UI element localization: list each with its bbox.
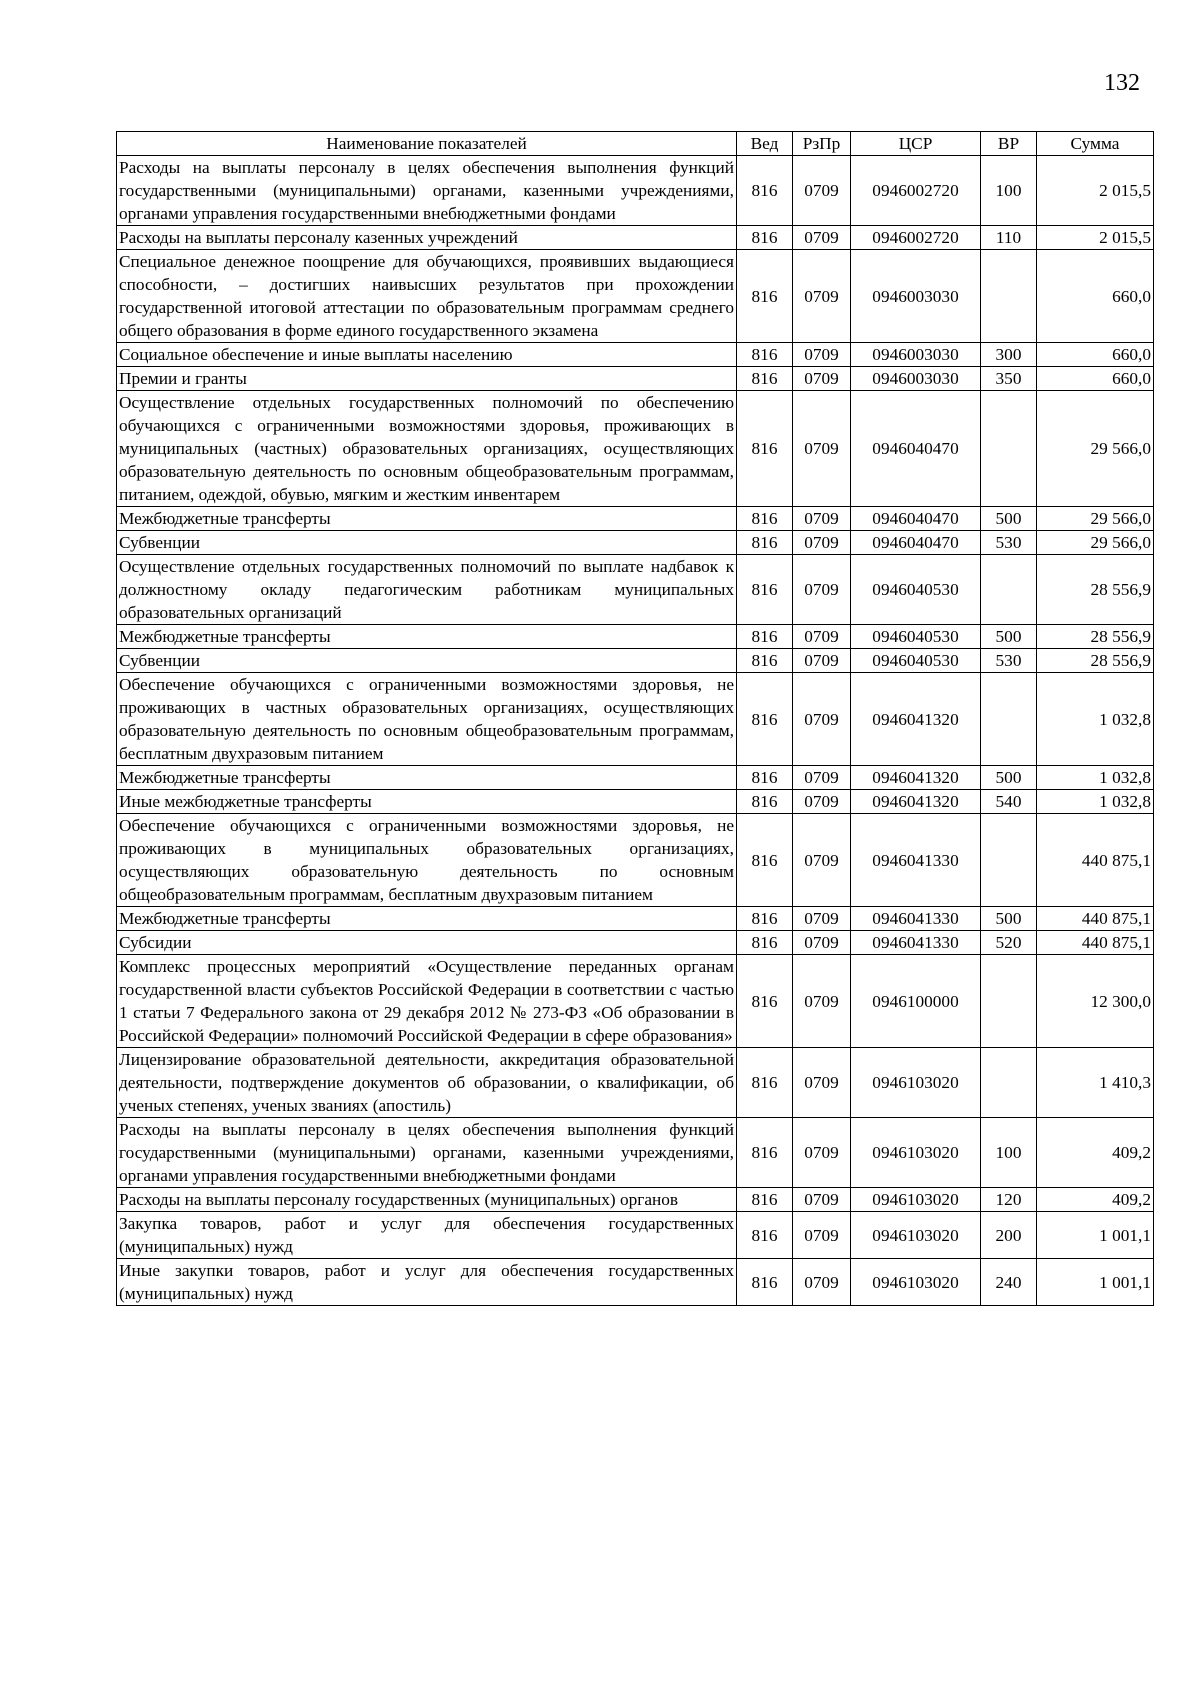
row-vr: 350 bbox=[981, 367, 1037, 391]
row-ved: 816 bbox=[737, 250, 793, 343]
row-ved: 816 bbox=[737, 1212, 793, 1259]
row-csr: 0946002720 bbox=[851, 156, 981, 226]
row-ved: 816 bbox=[737, 955, 793, 1048]
row-vr: 200 bbox=[981, 1212, 1037, 1259]
table-row bbox=[117, 955, 1154, 1048]
row-sum: 660,0 bbox=[1037, 343, 1154, 367]
row-sum: 1 001,1 bbox=[1037, 1259, 1154, 1306]
row-rzpr: 0709 bbox=[793, 367, 851, 391]
table-row bbox=[117, 907, 1154, 931]
row-sum: 28 556,9 bbox=[1037, 649, 1154, 673]
row-ved: 816 bbox=[737, 814, 793, 907]
row-name: Расходы на выплаты персоналу государственных (муниципальных) органов bbox=[117, 1188, 737, 1212]
row-rzpr: 0709 bbox=[793, 766, 851, 790]
row-sum: 1 032,8 bbox=[1037, 673, 1154, 766]
row-rzpr: 0709 bbox=[793, 343, 851, 367]
row-vr bbox=[981, 814, 1037, 907]
row-vr: 300 bbox=[981, 343, 1037, 367]
row-ved: 816 bbox=[737, 507, 793, 531]
row-name: Осуществление отдельных государственных полномочий по выплате надбавок к должностному окладу педагогическим работникам муниципальных образовательных организаций bbox=[117, 555, 737, 625]
row-rzpr: 0709 bbox=[793, 1048, 851, 1118]
row-csr: 0946040470 bbox=[851, 391, 981, 507]
row-vr: 530 bbox=[981, 531, 1037, 555]
row-rzpr: 0709 bbox=[793, 907, 851, 931]
row-rzpr: 0709 bbox=[793, 226, 851, 250]
row-rzpr: 0709 bbox=[793, 507, 851, 531]
row-csr: 0946041330 bbox=[851, 931, 981, 955]
row-name: Комплекс процессных мероприятий «Осуществление переданных органам государственной власти субъектов Российской Федерации в соответствии с частью 1 статьи 7 Федерального закона от 29 декабря 2012 № 273-ФЗ «Об образовании в Российской Федерации» полномочий Российской Федерации в сфере образования» bbox=[117, 955, 737, 1048]
row-vr: 500 bbox=[981, 907, 1037, 931]
table-row bbox=[117, 766, 1154, 790]
row-vr: 240 bbox=[981, 1259, 1037, 1306]
row-rzpr: 0709 bbox=[793, 955, 851, 1048]
row-name: Специальное денежное поощрение для обучающихся, проявивших выдающиеся способности, – достигших наивысших результатов при прохождении государственной итоговой аттестации по образовательным программам среднего общего образования в форме единого государственного экзамена bbox=[117, 250, 737, 343]
table-row bbox=[117, 367, 1154, 391]
table-row bbox=[117, 1259, 1154, 1306]
row-rzpr: 0709 bbox=[793, 391, 851, 507]
row-ved: 816 bbox=[737, 625, 793, 649]
row-ved: 816 bbox=[737, 343, 793, 367]
row-vr bbox=[981, 1048, 1037, 1118]
header-name: Наименование показателей bbox=[117, 132, 737, 156]
row-csr: 0946103020 bbox=[851, 1212, 981, 1259]
row-ved: 816 bbox=[737, 673, 793, 766]
row-vr: 500 bbox=[981, 766, 1037, 790]
table-header-row bbox=[117, 132, 1154, 156]
table-row bbox=[117, 226, 1154, 250]
row-csr: 0946041330 bbox=[851, 907, 981, 931]
row-name: Социальное обеспечение и иные выплаты населению bbox=[117, 343, 737, 367]
row-sum: 1 032,8 bbox=[1037, 790, 1154, 814]
row-vr bbox=[981, 555, 1037, 625]
row-sum: 660,0 bbox=[1037, 367, 1154, 391]
row-name: Обеспечение обучающихся с ограниченными возможностями здоровья, не проживающих в муниципальных образовательных организациях, осуществляющих образовательную деятельность по основным общеобразовательным программам, бесплатным двухразовым питанием bbox=[117, 814, 737, 907]
row-sum: 29 566,0 bbox=[1037, 531, 1154, 555]
page-number: 132 bbox=[1104, 70, 1140, 96]
row-csr: 0946103020 bbox=[851, 1188, 981, 1212]
row-vr: 540 bbox=[981, 790, 1037, 814]
row-csr: 0946002720 bbox=[851, 226, 981, 250]
row-name: Закупка товаров, работ и услуг для обеспечения государственных (муниципальных) нужд bbox=[117, 1212, 737, 1259]
row-name: Лицензирование образовательной деятельности, аккредитация образовательной деятельности, подтверждение документов об образовании, о квалификации, об ученых степенях, ученых званиях (апостиль) bbox=[117, 1048, 737, 1118]
row-name: Иные закупки товаров, работ и услуг для обеспечения государственных (муниципальных) нужд bbox=[117, 1259, 737, 1306]
row-name: Субвенции bbox=[117, 531, 737, 555]
row-ved: 816 bbox=[737, 555, 793, 625]
table-row bbox=[117, 1188, 1154, 1212]
row-name: Премии и гранты bbox=[117, 367, 737, 391]
row-sum: 28 556,9 bbox=[1037, 625, 1154, 649]
row-sum: 2 015,5 bbox=[1037, 226, 1154, 250]
row-name: Субсидии bbox=[117, 931, 737, 955]
row-name: Обеспечение обучающихся с ограниченными возможностями здоровья, не проживающих в частных образовательных организациях, осуществляющих образовательную деятельность по основным общеобразовательным программам, бесплатным двухразовым питанием bbox=[117, 673, 737, 766]
row-sum: 28 556,9 bbox=[1037, 555, 1154, 625]
row-rzpr: 0709 bbox=[793, 1212, 851, 1259]
row-csr: 0946041330 bbox=[851, 814, 981, 907]
row-rzpr: 0709 bbox=[793, 814, 851, 907]
row-rzpr: 0709 bbox=[793, 555, 851, 625]
row-sum: 29 566,0 bbox=[1037, 507, 1154, 531]
table-body bbox=[117, 156, 1154, 1306]
row-csr: 0946040470 bbox=[851, 531, 981, 555]
row-name: Межбюджетные трансферты bbox=[117, 625, 737, 649]
row-csr: 0946103020 bbox=[851, 1259, 981, 1306]
table-row bbox=[117, 250, 1154, 343]
row-rzpr: 0709 bbox=[793, 1118, 851, 1188]
row-csr: 0946041320 bbox=[851, 673, 981, 766]
table-row bbox=[117, 673, 1154, 766]
row-ved: 816 bbox=[737, 907, 793, 931]
table-row bbox=[117, 507, 1154, 531]
row-vr: 100 bbox=[981, 1118, 1037, 1188]
table-row bbox=[117, 1212, 1154, 1259]
row-rzpr: 0709 bbox=[793, 931, 851, 955]
row-sum: 660,0 bbox=[1037, 250, 1154, 343]
table-row bbox=[117, 625, 1154, 649]
table-row bbox=[117, 814, 1154, 907]
row-ved: 816 bbox=[737, 766, 793, 790]
row-vr: 120 bbox=[981, 1188, 1037, 1212]
row-name: Расходы на выплаты персоналу в целях обеспечения выполнения функций государственными (муниципальными) органами, казенными учреждениями, органами управления государственными внебюджетными фондами bbox=[117, 1118, 737, 1188]
row-vr: 500 bbox=[981, 507, 1037, 531]
row-sum: 440 875,1 bbox=[1037, 907, 1154, 931]
row-vr: 110 bbox=[981, 226, 1037, 250]
table-row bbox=[117, 1048, 1154, 1118]
row-vr bbox=[981, 250, 1037, 343]
row-csr: 0946040530 bbox=[851, 555, 981, 625]
header-csr: ЦСР bbox=[851, 132, 981, 156]
row-vr: 520 bbox=[981, 931, 1037, 955]
table-row bbox=[117, 531, 1154, 555]
row-vr: 530 bbox=[981, 649, 1037, 673]
row-sum: 29 566,0 bbox=[1037, 391, 1154, 507]
row-csr: 0946040530 bbox=[851, 625, 981, 649]
row-sum: 409,2 bbox=[1037, 1188, 1154, 1212]
header-ved: Вед bbox=[737, 132, 793, 156]
row-sum: 2 015,5 bbox=[1037, 156, 1154, 226]
row-csr: 0946100000 bbox=[851, 955, 981, 1048]
header-sum: Сумма bbox=[1037, 132, 1154, 156]
row-name: Межбюджетные трансферты bbox=[117, 766, 737, 790]
row-name: Межбюджетные трансферты bbox=[117, 507, 737, 531]
row-sum: 1 001,1 bbox=[1037, 1212, 1154, 1259]
row-rzpr: 0709 bbox=[793, 1188, 851, 1212]
row-csr: 0946003030 bbox=[851, 250, 981, 343]
row-name: Иные межбюджетные трансферты bbox=[117, 790, 737, 814]
row-rzpr: 0709 bbox=[793, 1259, 851, 1306]
row-sum: 12 300,0 bbox=[1037, 955, 1154, 1048]
header-vr: ВР bbox=[981, 132, 1037, 156]
row-sum: 440 875,1 bbox=[1037, 931, 1154, 955]
row-sum: 409,2 bbox=[1037, 1118, 1154, 1188]
table-row bbox=[117, 391, 1154, 507]
row-ved: 816 bbox=[737, 1048, 793, 1118]
row-name: Осуществление отдельных государственных полномочий по обеспечению обучающихся с ограниченными возможностями здоровья, проживающих в муниципальных (частных) образовательных организациях, осуществляющих образовательную деятельность по основным общеобразовательным программам, питанием, одеждой, обувью, мягким и жестким инвентарем bbox=[117, 391, 737, 507]
row-rzpr: 0709 bbox=[793, 531, 851, 555]
table-row bbox=[117, 931, 1154, 955]
row-csr: 0946040470 bbox=[851, 507, 981, 531]
row-sum: 440 875,1 bbox=[1037, 814, 1154, 907]
row-name: Расходы на выплаты персоналу казенных учреждений bbox=[117, 226, 737, 250]
row-sum: 1 410,3 bbox=[1037, 1048, 1154, 1118]
row-csr: 0946041320 bbox=[851, 766, 981, 790]
budget-table bbox=[116, 131, 1154, 1306]
row-ved: 816 bbox=[737, 1259, 793, 1306]
table-row bbox=[117, 649, 1154, 673]
table-row bbox=[117, 790, 1154, 814]
row-name: Субвенции bbox=[117, 649, 737, 673]
row-ved: 816 bbox=[737, 931, 793, 955]
row-ved: 816 bbox=[737, 391, 793, 507]
row-csr: 0946041320 bbox=[851, 790, 981, 814]
table-row bbox=[117, 1118, 1154, 1188]
table-row bbox=[117, 156, 1154, 226]
table-row bbox=[117, 555, 1154, 625]
row-csr: 0946103020 bbox=[851, 1118, 981, 1188]
row-name: Межбюджетные трансферты bbox=[117, 907, 737, 931]
row-sum: 1 032,8 bbox=[1037, 766, 1154, 790]
row-csr: 0946040530 bbox=[851, 649, 981, 673]
row-ved: 816 bbox=[737, 156, 793, 226]
row-vr bbox=[981, 391, 1037, 507]
row-ved: 816 bbox=[737, 1188, 793, 1212]
row-ved: 816 bbox=[737, 790, 793, 814]
row-name: Расходы на выплаты персоналу в целях обеспечения выполнения функций государственными (муниципальными) органами, казенными учреждениями, органами управления государственными внебюджетными фондами bbox=[117, 156, 737, 226]
row-vr: 500 bbox=[981, 625, 1037, 649]
row-ved: 816 bbox=[737, 531, 793, 555]
header-rzpr: РзПр bbox=[793, 132, 851, 156]
row-vr bbox=[981, 955, 1037, 1048]
row-ved: 816 bbox=[737, 649, 793, 673]
row-rzpr: 0709 bbox=[793, 790, 851, 814]
table-row bbox=[117, 343, 1154, 367]
row-rzpr: 0709 bbox=[793, 649, 851, 673]
row-csr: 0946003030 bbox=[851, 367, 981, 391]
row-ved: 816 bbox=[737, 226, 793, 250]
row-ved: 816 bbox=[737, 1118, 793, 1188]
row-rzpr: 0709 bbox=[793, 250, 851, 343]
row-rzpr: 0709 bbox=[793, 156, 851, 226]
row-rzpr: 0709 bbox=[793, 673, 851, 766]
row-csr: 0946003030 bbox=[851, 343, 981, 367]
row-rzpr: 0709 bbox=[793, 625, 851, 649]
row-ved: 816 bbox=[737, 367, 793, 391]
row-csr: 0946103020 bbox=[851, 1048, 981, 1118]
row-vr: 100 bbox=[981, 156, 1037, 226]
row-vr bbox=[981, 673, 1037, 766]
